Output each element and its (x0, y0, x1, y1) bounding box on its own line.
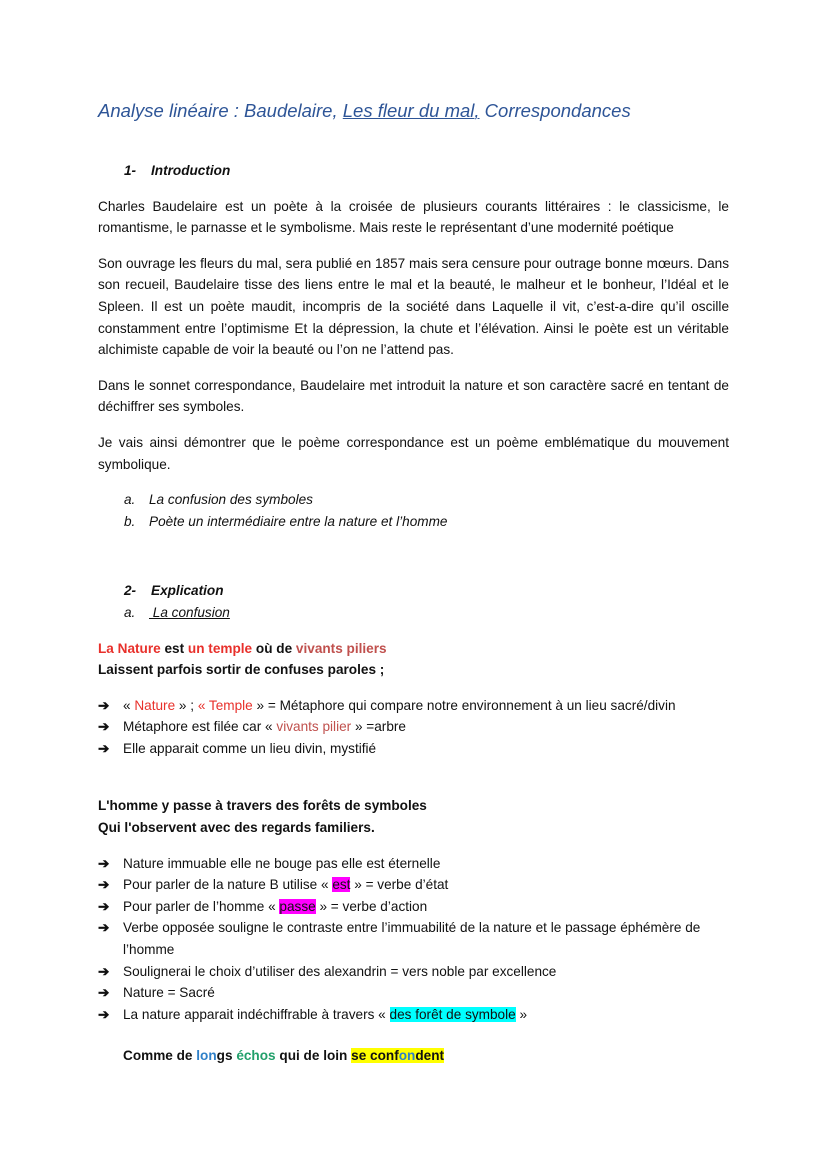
bullet-item (98, 1004, 729, 1026)
bullet-text: La nature apparait indéchiffrable à travers « (123, 1006, 390, 1022)
bullet-text: Verbe opposée souligne le contraste entre l’immuabilité de la nature et le passage éphémère de l’homme (123, 920, 701, 958)
bullet-item (98, 716, 729, 738)
verse-highlight: on (398, 1048, 416, 1064)
section-heading-explication (98, 580, 729, 602)
title-prefix: Analyse linéaire : Baudelaire, (98, 100, 343, 121)
bullet-item (98, 874, 729, 896)
bullet-text: Elle apparait comme un lieu divin, mystifié (123, 740, 377, 756)
verse-text: qui de loin (275, 1048, 352, 1064)
paragraph: Son ouvrage les fleurs du mal, sera publié en 1857 mais sera censure pour outrage bonne mœurs. Dans son recueil, Baudelaire tisse des liens entre le mal et la beauté, le malheur et le bonheur, l’Idéal et le Spleen. Il est un poète maudit, incompris de la société dans Laquelle il vit, c’est-a-dire qu’il oscille constamment entre l’optimisme Et la dépression, la chute et l’élévation. Ainsi le poète est un véritable alchimiste capable de voir la beauté ou l’on ne l’attend pas. (98, 255, 729, 358)
verse-highlight: dent (415, 1048, 445, 1064)
verse-highlight: vivants piliers (295, 640, 387, 656)
list-marker: a. (124, 604, 136, 620)
bullet-highlight: Nature (134, 697, 176, 713)
verse-highlight: se conf (351, 1048, 399, 1064)
arrow-icon: ➔ (98, 697, 110, 713)
bullet-text: Métaphore est filée car « (123, 719, 277, 735)
section-heading-introduction (98, 160, 729, 182)
bullet-text: » = verbe d’action (315, 898, 428, 914)
bullet-highlight: « Temple (197, 697, 253, 713)
bullet-highlight: est (332, 877, 351, 893)
arrow-icon: ➔ (98, 855, 110, 871)
arrow-icon: ➔ (98, 920, 110, 936)
verse-text: Comme de (123, 1048, 197, 1064)
verse-line: Qui l'observent avec des regards familiers. (98, 820, 375, 836)
paragraph: Dans le sonnet correspondance, Baudelaire met introduit la nature et son caractère sacré en tentant de déchiffrer ses symboles. (98, 377, 729, 415)
arrow-icon: ➔ (98, 740, 110, 756)
arrow-icon: ➔ (98, 1006, 110, 1022)
bullet-text: Pour parler de la nature B utilise « (123, 877, 333, 893)
verse-line: Laissent parfois sortir de confuses paroles ; (98, 662, 385, 678)
arrow-icon: ➔ (98, 985, 110, 1001)
paragraph: Charles Baudelaire est un poète à la croisée de plusieurs courants littéraires : le classicisme, le romantisme, le parnasse et le symbolisme. Mais reste le représentant d’une modernité poétique (98, 198, 729, 236)
section-number: 2- (124, 583, 137, 599)
bullet-item (98, 982, 729, 1004)
title-work: Les fleur du mal, (342, 100, 480, 121)
bullet-text: » ; (175, 697, 198, 713)
bullet-text: Pour parler de l’homme « (123, 898, 280, 914)
verse-line: L'homme y passe à travers des forêts de symboles (98, 798, 427, 814)
bullet-item (98, 896, 729, 918)
list-marker: b. (124, 513, 136, 529)
arrow-icon: ➔ (98, 719, 110, 735)
bullet-highlight: vivants pilier (276, 719, 352, 735)
subsection-heading (98, 602, 729, 624)
bullet-highlight: des forêt de symbole (389, 1006, 516, 1022)
verse-text: où de (252, 640, 296, 656)
plan-text: Poète un intermédiaire entre la nature et l’homme (149, 513, 448, 529)
bullet-highlight: passe (279, 898, 316, 914)
arrow-icon: ➔ (98, 963, 110, 979)
section-title: Introduction (151, 163, 231, 178)
bullet-item (98, 695, 729, 717)
bullet-text: Soulignerai le choix d’utiliser des alexandrin = vers noble par excellence (123, 963, 557, 979)
bullet-item (98, 853, 729, 875)
bullet-text: « (123, 697, 135, 713)
bullet-text: » = Métaphore qui compare notre environnement à un lieu sacré/divin (252, 697, 676, 713)
arrow-icon: ➔ (98, 877, 110, 893)
plan-text: La confusion des symboles (149, 492, 313, 508)
section-title: Explication (151, 583, 224, 599)
verse-line (123, 1045, 729, 1067)
bullet-item (98, 738, 729, 760)
plan-item (98, 511, 729, 533)
document-title (98, 98, 729, 124)
bullet-text: Nature = Sacré (123, 985, 215, 1001)
bullet-text: Nature immuable elle ne bouge pas elle est éternelle (123, 855, 441, 871)
list-marker: a. (124, 492, 136, 508)
arrow-icon: ➔ (98, 898, 110, 914)
verse-text: est (160, 640, 188, 656)
bullet-text: » = verbe d’état (350, 877, 449, 893)
paragraph: Je vais ainsi démontrer que le poème correspondance est un poème emblématique du mouvement symbolique. (98, 434, 729, 472)
bullet-text: » =arbre (351, 719, 406, 735)
section-number: 1- (124, 163, 137, 178)
bullet-text: » (515, 1006, 528, 1022)
verse-highlight: La Nature (98, 640, 161, 656)
verse-highlight: un temple (187, 640, 253, 656)
subsection-title: La confusion (149, 604, 230, 620)
verse-text: gs (216, 1048, 237, 1064)
plan-item (98, 489, 729, 511)
verse-highlight: lon (196, 1048, 217, 1064)
verse-line (98, 638, 729, 660)
bullet-item (98, 917, 729, 960)
title-suffix: Correspondances (479, 100, 631, 121)
verse-highlight: échos (236, 1048, 276, 1064)
bullet-item (98, 961, 729, 983)
